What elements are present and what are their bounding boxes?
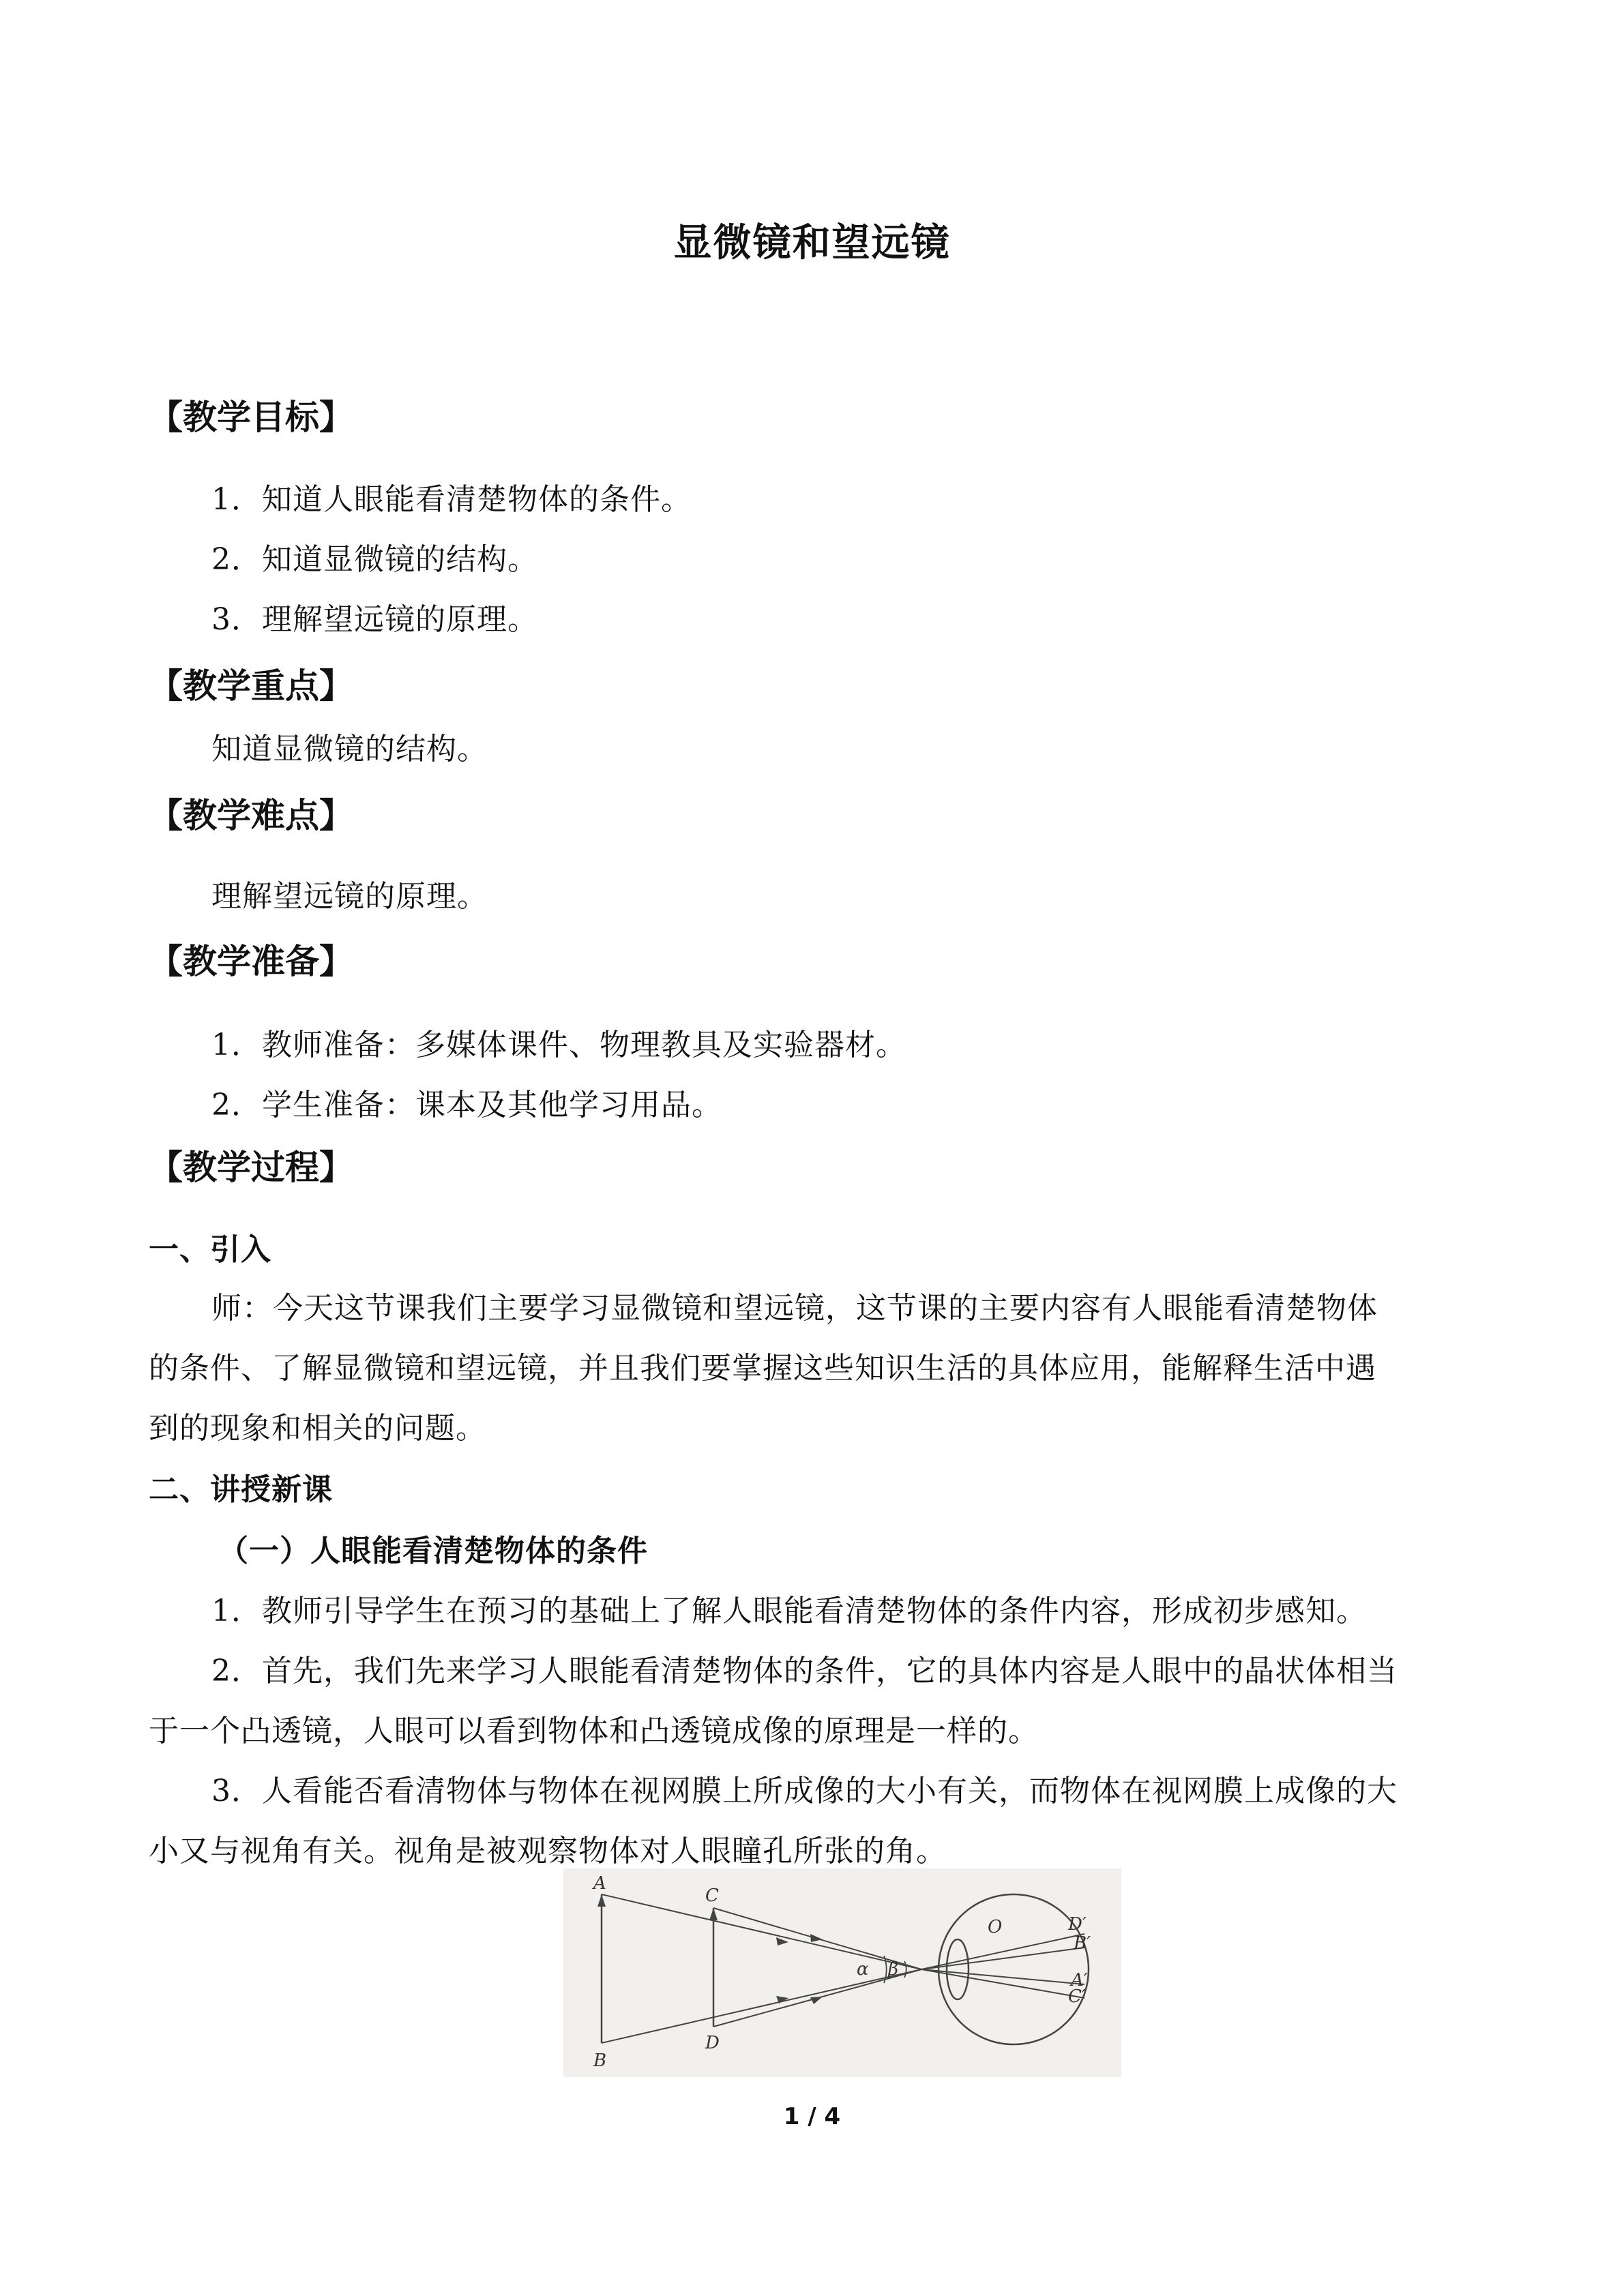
label-b: B: [593, 2051, 607, 2071]
label-d: D: [705, 2033, 720, 2053]
paragraph-3-line-2: 小又与视角有关。视角是被观察物体对人眼瞳孔所张的角。: [149, 1834, 947, 1868]
paragraph-2-line-2: 于一个凸透镜，人眼可以看到物体和凸透镜成像的原理是一样的。: [149, 1714, 1039, 1748]
label-o: O: [988, 1917, 1003, 1937]
intro-line-3: 到的现象和相关的问题。: [149, 1411, 486, 1446]
heading-process: 【教学过程】: [149, 1148, 353, 1187]
label-c-prime: C′: [1068, 1986, 1086, 2007]
new-lesson-subheading: （一）人眼能看清楚物体的条件: [218, 1534, 648, 1568]
objective-item-2: 2．知道显微镜的结构。: [211, 542, 538, 577]
key-points-text: 知道显微镜的结构。: [211, 732, 488, 766]
preparation-item-1: 1．教师准备：多媒体课件、物理教具及实验器材。: [211, 1028, 906, 1062]
paragraph-2-line-1: 2．首先，我们先来学习人眼能看清楚物体的条件，它的具体内容是人眼中的晶状体相当: [211, 1654, 1398, 1688]
figure-background: [563, 1868, 1121, 2077]
visual-angle-diagram: [563, 1868, 1121, 2077]
preparation-item-2: 2．学生准备：课本及其他学习用品。: [211, 1088, 722, 1122]
label-c: C: [705, 1885, 719, 1906]
objective-item-1: 1．知道人眼能看清楚物体的条件。: [211, 482, 692, 517]
heading-difficulties: 【教学难点】: [149, 796, 353, 835]
intro-line-1: 师：今天这节课我们主要学习显微镜和望远镜，这节课的主要内容有人眼能看清楚物体: [211, 1291, 1378, 1326]
heading-preparation: 【教学准备】: [149, 942, 353, 981]
label-b-prime: B′: [1074, 1933, 1091, 1954]
heading-objectives: 【教学目标】: [149, 398, 353, 437]
page-number: 1 / 4: [783, 2103, 841, 2130]
difficulties-text: 理解望远镜的原理。: [211, 879, 488, 914]
label-beta: β: [888, 1959, 899, 1980]
label-d-prime: D′: [1068, 1914, 1087, 1935]
intro-line-2: 的条件、了解显微镜和望远镜，并且我们要掌握这些知识生活的具体应用，能解释生活中遇: [149, 1351, 1376, 1386]
label-a: A: [593, 1873, 606, 1894]
label-a-prime: A′: [1071, 1970, 1088, 1991]
page-title: 显微镜和望远镜: [673, 220, 951, 265]
objective-item-3: 3．理解望远镜的原理。: [211, 602, 538, 637]
new-lesson-heading: 二、讲授新课: [149, 1472, 333, 1507]
label-alpha: α: [857, 1959, 869, 1980]
paragraph-3-line-1: 3．人看能否看清物体与物体在视网膜上所成像的大小有关，而物体在视网膜上成像的大: [211, 1774, 1398, 1808]
intro-heading: 一、引入: [149, 1232, 271, 1267]
heading-key-points: 【教学重点】: [149, 666, 353, 706]
paragraph-1: 1．教师引导学生在预习的基础上了解人眼能看清楚物体的条件内容，形成初步感知。: [211, 1594, 1367, 1628]
